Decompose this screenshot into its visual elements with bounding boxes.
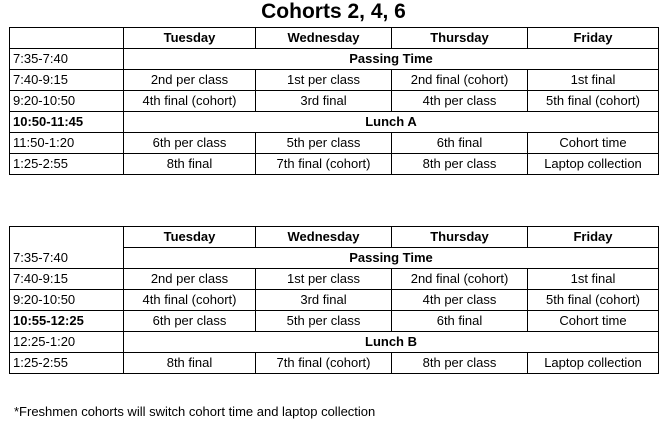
- schedule-table-lunch-a: [9, 27, 659, 175]
- day-header: Wednesday: [256, 28, 392, 49]
- schedule-cell: 1st final: [528, 269, 659, 290]
- schedule-cell: 7th final (cohort): [256, 353, 392, 374]
- schedule-cell: Cohort time: [528, 133, 659, 154]
- schedule-cell: 8th per class: [392, 154, 528, 175]
- schedule-cell: 6th final: [392, 311, 528, 332]
- day-header: Tuesday: [124, 28, 256, 49]
- header-blank-cell: [10, 28, 124, 49]
- footnote: *Freshmen cohorts will switch cohort time and laptop collection: [14, 404, 376, 419]
- table-row: [10, 311, 659, 332]
- day-header: Thursday: [392, 227, 528, 248]
- table-row: [10, 49, 659, 70]
- schedule-cell: 4th final (cohort): [124, 91, 256, 112]
- time-cell: 1:25-2:55: [10, 353, 124, 374]
- day-header: Tuesday: [124, 227, 256, 248]
- schedule-cell: 7th final (cohort): [256, 154, 392, 175]
- time-cell: 10:55-12:25: [10, 311, 124, 332]
- schedule-cell: 4th final (cohort): [124, 290, 256, 311]
- spanning-cell: Passing Time: [124, 248, 659, 269]
- table-row: [10, 70, 659, 91]
- time-cell: 10:50-11:45: [10, 112, 124, 133]
- table-row: [10, 290, 659, 311]
- spanning-cell: Passing Time: [124, 49, 659, 70]
- time-cell: 7:35-7:40: [10, 49, 124, 70]
- time-cell: 7:40-9:15: [10, 70, 124, 91]
- header-row: [10, 227, 659, 248]
- schedule-cell: 2nd final (cohort): [392, 269, 528, 290]
- schedule-cell: 1st per class: [256, 269, 392, 290]
- time-cell: 11:50-1:20: [10, 133, 124, 154]
- page-title: Cohorts 2, 4, 6: [261, 0, 406, 23]
- schedule-cell: 2nd final (cohort): [392, 70, 528, 91]
- table-row: [10, 133, 659, 154]
- schedule-cell: 3rd final: [256, 91, 392, 112]
- day-header: Thursday: [392, 28, 528, 49]
- table-row: [10, 154, 659, 175]
- schedule-cell: 4th per class: [392, 290, 528, 311]
- schedule-cell: 1st per class: [256, 70, 392, 91]
- schedule-cell: 5th final (cohort): [528, 290, 659, 311]
- schedule-cell: Cohort time: [528, 311, 659, 332]
- day-header: Wednesday: [256, 227, 392, 248]
- table-row: [10, 269, 659, 290]
- schedule-cell: Laptop collection: [528, 154, 659, 175]
- time-cell: 7:40-9:15: [10, 269, 124, 290]
- table-row: [10, 112, 659, 133]
- time-cell: 1:25-2:55: [10, 154, 124, 175]
- day-header: Friday: [528, 28, 659, 49]
- spanning-cell: Lunch B: [124, 332, 659, 353]
- schedule-cell: 3rd final: [256, 290, 392, 311]
- schedule-cell: 1st final: [528, 70, 659, 91]
- schedule-cell: 5th per class: [256, 133, 392, 154]
- schedule-cell: 8th per class: [392, 353, 528, 374]
- time-cell: 9:20-10:50: [10, 91, 124, 112]
- time-cell: 12:25-1:20: [10, 332, 124, 353]
- schedule-cell: 6th per class: [124, 311, 256, 332]
- schedule-cell: Laptop collection: [528, 353, 659, 374]
- spanning-cell: Lunch A: [124, 112, 659, 133]
- schedule-cell: 6th per class: [124, 133, 256, 154]
- table-row: [10, 353, 659, 374]
- day-header: Friday: [528, 227, 659, 248]
- schedule-cell: 4th per class: [392, 91, 528, 112]
- time-cell: 7:35-7:40: [10, 227, 124, 269]
- schedule-cell: 2nd per class: [124, 269, 256, 290]
- table-row: [10, 332, 659, 353]
- table-row: [10, 91, 659, 112]
- schedule-cell: 2nd per class: [124, 70, 256, 91]
- schedule-table-lunch-b: [9, 226, 659, 374]
- schedule-cell: 5th final (cohort): [528, 91, 659, 112]
- schedule-cell: 8th final: [124, 154, 256, 175]
- schedule-cell: 6th final: [392, 133, 528, 154]
- header-row: [10, 28, 659, 49]
- schedule-cell: 8th final: [124, 353, 256, 374]
- time-cell: 9:20-10:50: [10, 290, 124, 311]
- schedule-cell: 5th per class: [256, 311, 392, 332]
